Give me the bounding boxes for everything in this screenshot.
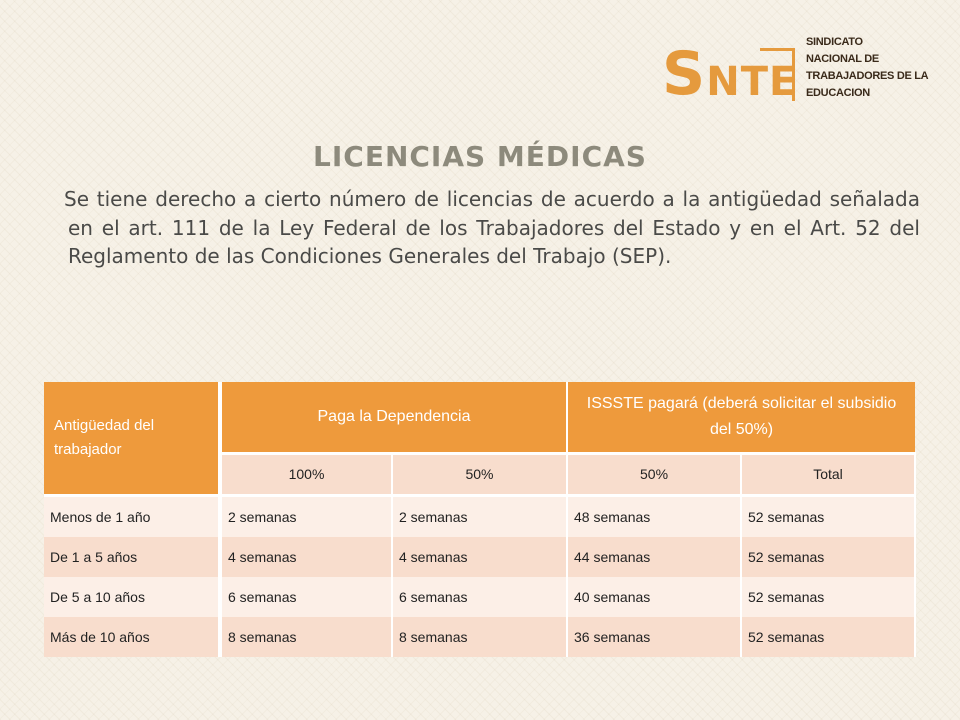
table-cell: Más de 10 años	[44, 617, 220, 657]
table-cell: 2 semanas	[220, 496, 392, 538]
licenses-table	[44, 382, 916, 657]
table-cell: 44 semanas	[567, 537, 741, 577]
table-cell: 52 semanas	[741, 617, 915, 657]
table-cell: De 1 a 5 años	[44, 537, 220, 577]
table-header-row	[44, 382, 915, 453]
table-cell: 2 semanas	[392, 496, 567, 538]
table-cell: 40 semanas	[567, 577, 741, 617]
table-cell: 6 semanas	[220, 577, 392, 617]
subheader-cell: 50%	[567, 453, 741, 495]
slide-title	[0, 140, 960, 173]
slide-title-text: LICENCIAS MÉDICAS	[313, 140, 647, 173]
subheader-cell: Total	[741, 453, 915, 495]
header-paga-dependencia: Paga la Dependencia	[220, 382, 567, 453]
table-cell: 4 semanas	[220, 537, 392, 577]
subheader-cell: 50%	[392, 453, 567, 495]
snte-logo	[662, 28, 934, 110]
logo-name-line: TRABAJADORES DE LA	[806, 70, 929, 82]
table-cell: 36 semanas	[567, 617, 741, 657]
table-cell: 48 semanas	[567, 496, 741, 538]
header-issste: ISSSTE pagará (deberá solicitar el subsidio del 50%)	[567, 382, 915, 453]
logo-name-line: EDUCACION	[806, 87, 870, 99]
table-cell: 4 semanas	[392, 537, 567, 577]
subheader-cell: 100%	[220, 453, 392, 495]
table-row	[44, 537, 915, 577]
table-row	[44, 577, 915, 617]
table-cell: 52 semanas	[741, 537, 915, 577]
logo-organization-name	[806, 34, 936, 102]
logo-letter-s: S	[662, 39, 706, 109]
table-cell: Menos de 1 año	[44, 496, 220, 538]
table-row	[44, 496, 915, 538]
logo-frame-decoration	[760, 48, 795, 101]
body-paragraph: Se tiene derecho a cierto número de licencias de acuerdo a la antigüedad señalada en el art. 111 de la Ley Federal de los Trabajadores del Estado y en el Art. 52 del Reglamento de las Condiciones Generales del Trabajo (SEP).	[64, 187, 920, 268]
table-cell: De 5 a 10 años	[44, 577, 220, 617]
table-cell: 8 semanas	[220, 617, 392, 657]
table-cell: 8 semanas	[392, 617, 567, 657]
table-cell: 6 semanas	[392, 577, 567, 617]
table-row	[44, 617, 915, 657]
header-antiguedad: Antigüedad del trabajador	[44, 382, 220, 496]
logo-letters-nte: NTE	[706, 59, 798, 105]
logo-name-line: SINDICATO	[806, 36, 863, 48]
table-cell: 52 semanas	[741, 496, 915, 538]
logo-name-line: NACIONAL DE	[806, 53, 879, 65]
table-cell: 52 semanas	[741, 577, 915, 617]
